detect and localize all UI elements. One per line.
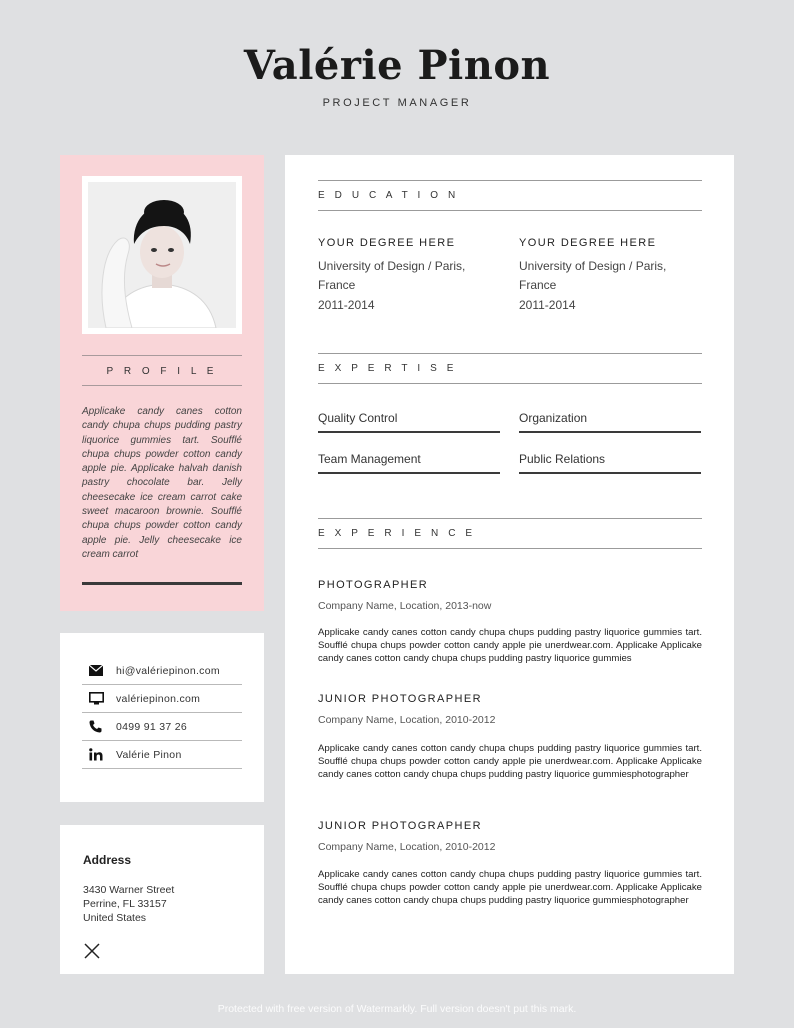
job-title-2: JUNIOR PHOTOGRAPHER: [318, 693, 482, 705]
skill-organization: Organization: [519, 411, 701, 433]
contact-linkedin[interactable]: Valérie Pinon: [116, 748, 182, 761]
contact-email-row: [82, 657, 242, 685]
profile-card: [60, 155, 264, 611]
skill-public-relations: Public Relations: [519, 452, 701, 474]
degree-title-2: YOUR DEGREE HERE: [519, 237, 657, 249]
address-card: [60, 825, 264, 974]
contact-card: [60, 633, 264, 802]
resume-role: PROJECT MANAGER: [322, 97, 472, 109]
job-company-2: Company Name, Location, 2010-2012: [318, 714, 496, 726]
watermark-footer-note: Protected with free version of Watermarkly. Full version doesn't put this mark.: [217, 1003, 577, 1015]
experience-rule-top: [318, 518, 702, 519]
education-title: E D U C A T I O N: [318, 190, 459, 201]
job-desc-2: Applicake candy canes cotton candy chupa chups pudding pastry liquorice gummies tart. Soufflé chupa chups powder cotton candy apple pie unerdwear.com. Applicake Applicake candy canes cotton candy chupa chups pudding pastry liquorice gummiesphotographer: [318, 743, 702, 780]
address-line-3: United States: [83, 912, 147, 924]
contact-website[interactable]: valériepinon.com: [116, 692, 201, 705]
skill-quality-control: Quality Control: [318, 411, 500, 433]
profile-heading: P R O F I L E: [106, 366, 218, 377]
experience-rule-bottom: [318, 548, 702, 549]
experience-title: E X P E R I E N C E: [318, 528, 476, 539]
expertise-rule-bottom: [318, 383, 702, 384]
degree-place-2: France: [519, 278, 557, 292]
job-title-3: JUNIOR PHOTOGRAPHER: [318, 820, 482, 832]
phone-icon: [82, 720, 116, 733]
job-company-1: Company Name, Location, 2013-now: [318, 600, 492, 612]
address-title: Address: [83, 853, 132, 867]
address-line-2: Perrine, FL 33157: [83, 898, 167, 910]
degree-years-2: 2011-2014: [519, 298, 576, 312]
profile-divider-top: [82, 355, 242, 356]
expertise-rule-top: [318, 353, 702, 354]
envelope-icon: [82, 665, 116, 676]
resume-name: Valérie Pinon: [243, 42, 551, 89]
contact-email[interactable]: hi@valériepinon.com: [116, 664, 220, 677]
job-title-1: PHOTOGRAPHER: [318, 579, 429, 591]
degree-school-2: University of Design / Paris,: [519, 259, 667, 273]
monitor-icon: [82, 692, 116, 705]
profile-text: Applicake candy canes cotton candy chupa chups pudding pastry liquorice gummies tart. Soufflé chupa chups powder cotton candy apple pie. Applicake halvah danish pastry chocolate bar. Jelly cheesecake ice cream carrot cake sweet macaroon brownie. Soufflé chupa chups powder cotton candy apple pie. Jelly cheesecake ice cream carrot: [82, 406, 242, 560]
profile-bar: [82, 582, 242, 585]
degree-school-1: University of Design / Paris,: [318, 259, 466, 273]
education-rule-top: [318, 180, 702, 181]
profile-photo: [88, 182, 236, 328]
degree-place-1: France: [318, 278, 356, 292]
degree-years-1: 2011-2014: [318, 298, 375, 312]
contact-linkedin-row: [82, 741, 242, 769]
expertise-title: E X P E R T I S E: [318, 363, 458, 374]
contact-phone-row: [82, 713, 242, 741]
photo-frame: [82, 176, 242, 334]
profile-divider-bottom: [82, 385, 242, 386]
linkedin-icon: [82, 748, 116, 761]
close-icon: [84, 943, 100, 959]
education-rule-bottom: [318, 210, 702, 211]
address-line-1: 3430 Warner Street: [83, 884, 175, 896]
contact-phone: 0499 91 37 26: [116, 720, 188, 733]
job-desc-3: Applicake candy canes cotton candy chupa chups pudding pastry liquorice gummies tart. Soufflé chupa chups powder cotton candy apple pie unerdwear.com. Applicake Applicake candy canes cotton candy chupa chups pudding pastry liquorice gummiesphotographer: [318, 869, 702, 906]
contact-website-row: [82, 685, 242, 713]
degree-title-1: YOUR DEGREE HERE: [318, 237, 456, 249]
job-desc-1: Applicake candy canes cotton candy chupa chups pudding pastry liquorice gummies tart. Soufflé chupa chups powder cotton candy apple pie unerdwear.com. Applicake Applicake candy canes cotton candy chupa chups pudding pastry liquorice gummies: [318, 627, 702, 664]
job-company-3: Company Name, Location, 2010-2012: [318, 841, 496, 853]
skill-team-management: Team Management: [318, 452, 500, 474]
main-panel: [285, 155, 734, 974]
